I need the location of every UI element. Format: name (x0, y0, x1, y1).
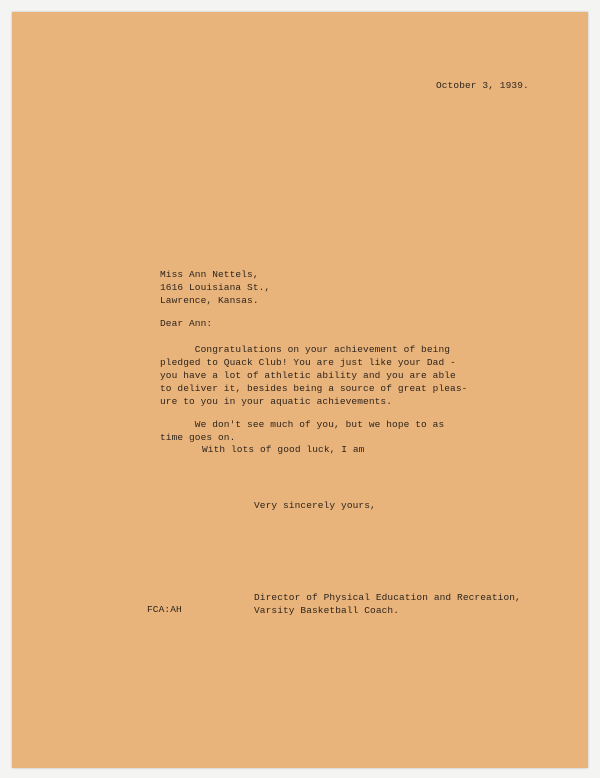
paragraph-line: ure to you in your aquatic achievements. (160, 396, 393, 407)
title-line: Director of Physical Education and Recreation, (254, 592, 521, 603)
body-paragraph-2 (160, 418, 444, 444)
paragraph-line: We don't see much of you, but we hope to as (160, 419, 445, 430)
letter-date: October 3, 1939. (436, 80, 529, 91)
address-line: Miss Ann Nettels, (160, 269, 259, 280)
paragraph-line: to deliver it, besides being a source of great pleas- (160, 383, 468, 394)
title-line: Varsity Basketball Coach. (254, 605, 400, 616)
address-line: Lawrence, Kansas. (160, 295, 259, 306)
salutation: Dear Ann: (160, 318, 213, 329)
body-paragraph-1 (160, 343, 467, 408)
body-paragraph-3: With lots of good luck, I am (202, 444, 365, 455)
paragraph-line: Congratulations on your achievement of being (160, 344, 451, 355)
paragraph-line: you have a lot of athletic ability and you are able (160, 370, 456, 381)
paragraph-line: time goes on. (160, 432, 236, 443)
signature-title (254, 591, 521, 617)
recipient-address (160, 268, 270, 307)
reference-initials: FCA:AH (147, 604, 182, 615)
address-line: 1616 Louisiana St., (160, 282, 271, 293)
complimentary-close: Very sincerely yours, (254, 500, 376, 511)
letter-page (12, 12, 588, 768)
paragraph-line: pledged to Quack Club! You are just like your Dad - (160, 357, 456, 368)
